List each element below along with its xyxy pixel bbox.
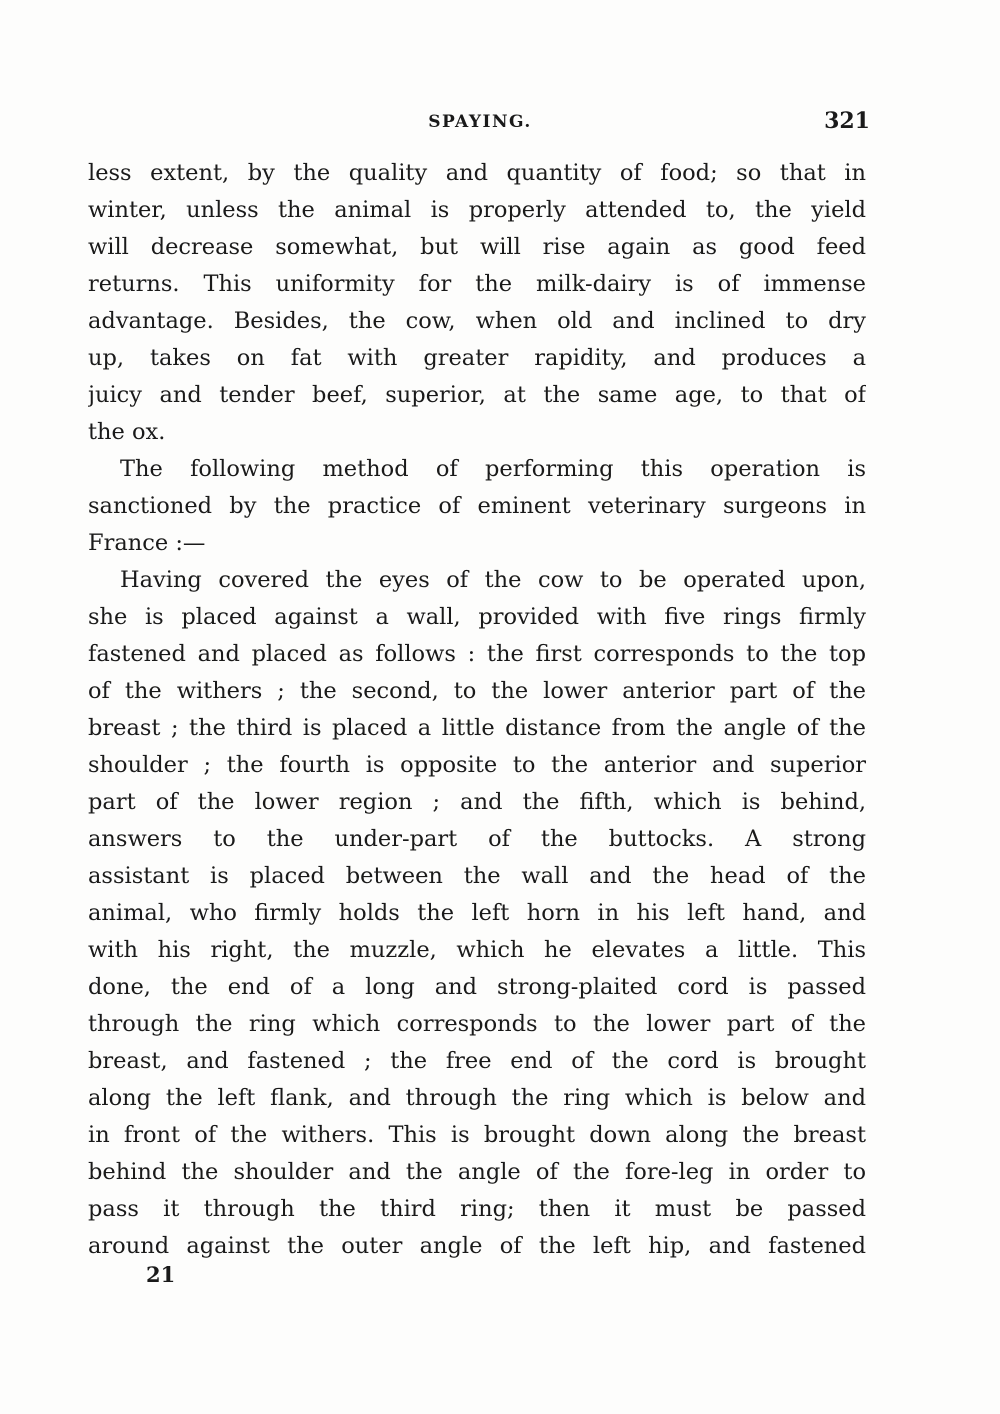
text-line: through the ring which corresponds to the lower part of the — [88, 1011, 866, 1037]
text-line: shoulder ; the fourth is opposite to the anterior and superior — [88, 752, 866, 778]
text-line: returns. This uniformity for the milk-dairy is of immense — [88, 271, 866, 297]
body-text — [88, 155, 866, 1265]
text-line: Having covered the eyes of the cow to be operated upon, — [120, 567, 866, 593]
text-line: sanctioned by the practice of eminent veterinary surgeons in — [88, 493, 866, 519]
text-line: winter, unless the animal is properly attended to, the yield — [88, 197, 866, 223]
text-line: breast ; the third is placed a little distance from the angle of the — [88, 715, 866, 741]
paragraph-1 — [88, 155, 866, 451]
text-line: juicy and tender beef, superior, at the same age, to that of — [88, 382, 866, 408]
text-line: advantage. Besides, the cow, when old and inclined to dry — [88, 308, 866, 334]
text-line: pass it through the third ring; then it must be passed — [88, 1196, 866, 1222]
text-line: will decrease somewhat, but will rise again as good feed — [88, 234, 866, 260]
text-line: of the withers ; the second, to the lower anterior part of the — [88, 678, 866, 704]
paragraph-3 — [88, 562, 866, 1265]
text-line: part of the lower region ; and the fifth, which is behind, — [88, 789, 866, 815]
text-line: up, takes on fat with greater rapidity, and produces a — [88, 345, 866, 371]
page-number: 321 — [824, 108, 870, 134]
text-line: along the left flank, and through the ring which is below and — [88, 1085, 866, 1111]
text-line: animal, who firmly holds the left horn in his left hand, and — [88, 900, 866, 926]
text-line: France :— — [88, 530, 206, 556]
running-head — [90, 108, 870, 138]
text-line: in front of the withers. This is brought down along the breast — [88, 1122, 866, 1148]
text-line: less extent, by the quality and quantity of food; so that in — [88, 160, 866, 186]
running-title: SPAYING. — [428, 112, 532, 132]
text-line: The following method of performing this operation is — [120, 456, 866, 482]
signature-mark: 21 — [146, 1262, 176, 1287]
text-line: assistant is placed between the wall and the head of the — [88, 863, 866, 889]
paragraph-2 — [88, 451, 866, 562]
text-line: around against the outer angle of the left hip, and fastened — [88, 1233, 866, 1259]
text-line: breast, and fastened ; the free end of the cord is brought — [88, 1048, 866, 1074]
text-line: answers to the under-part of the buttocks. A strong — [88, 826, 866, 852]
text-line: fastened and placed as follows : the first corresponds to the top — [88, 641, 866, 667]
text-line: with his right, the muzzle, which he elevates a little. This — [88, 937, 866, 963]
text-line: the ox. — [88, 419, 166, 445]
text-line: behind the shoulder and the angle of the fore-leg in order to — [88, 1159, 866, 1185]
text-line: she is placed against a wall, provided with five rings firmly — [88, 604, 866, 630]
text-line: done, the end of a long and strong-plaited cord is passed — [88, 974, 866, 1000]
